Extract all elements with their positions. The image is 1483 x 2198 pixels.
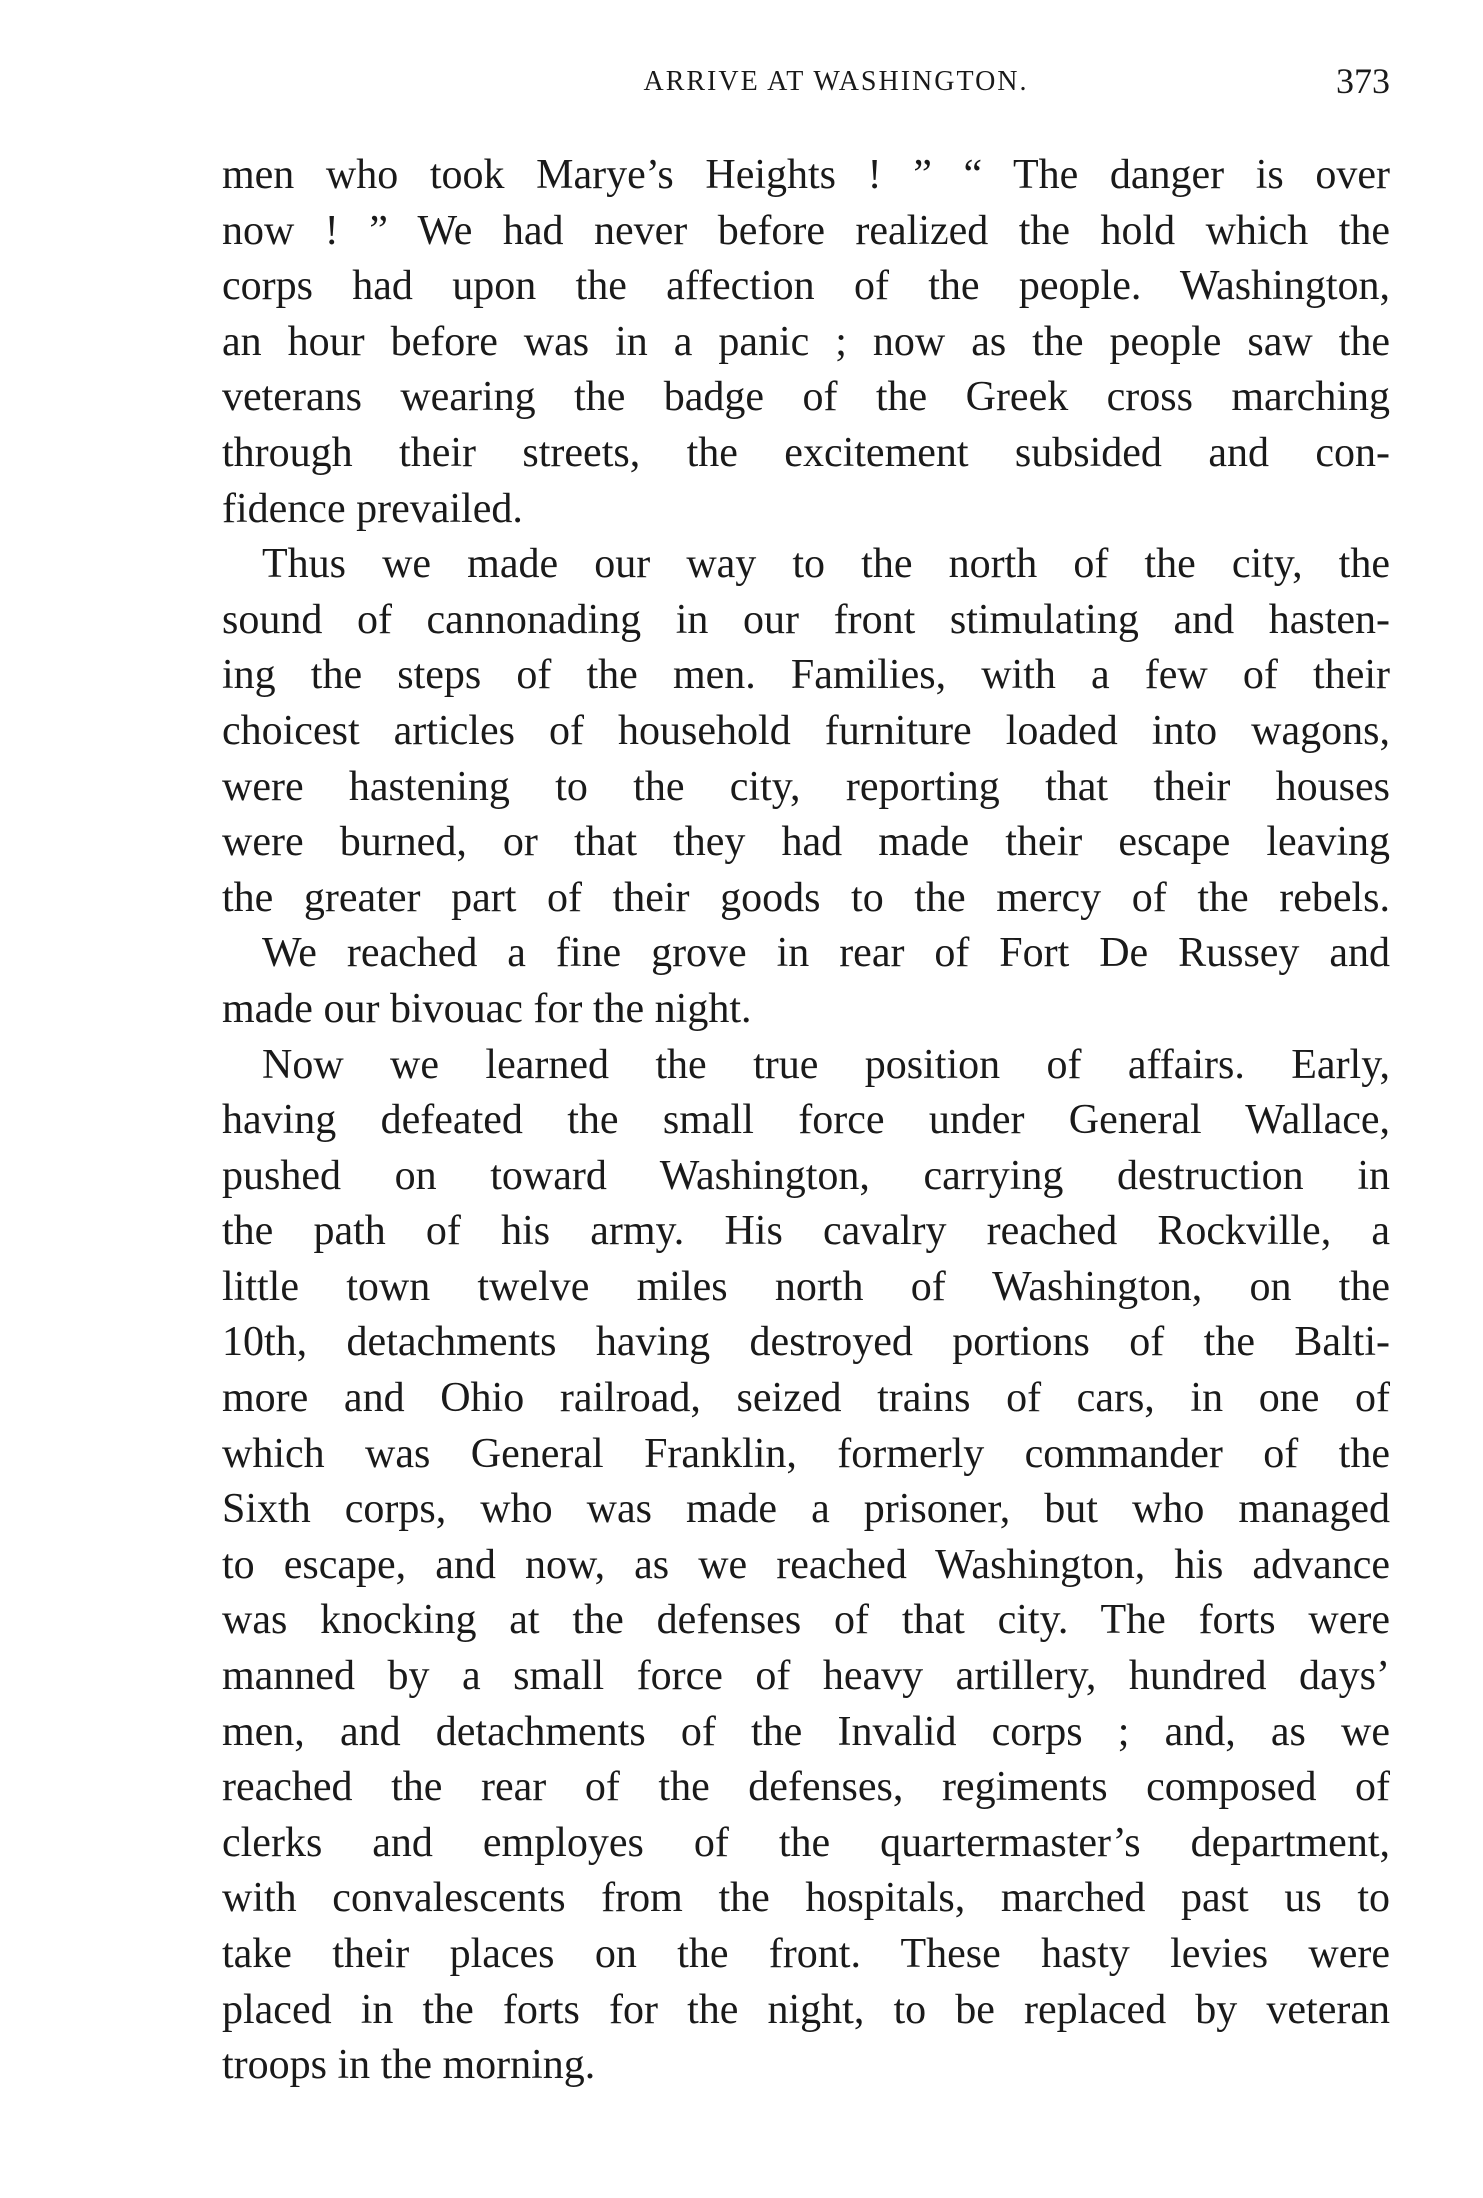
text-line: Now we learned the true position of affairs. Early, — [262, 1041, 1390, 1088]
text-line: placed in the forts for the night, to be replaced by veteran — [222, 1986, 1390, 2033]
text-line: through their streets, the excitement subsided and con- — [222, 429, 1390, 476]
text-line: the path of his army. His cavalry reached Rockville, a — [222, 1208, 1390, 1255]
text-line: reached the rear of the defenses, regiments composed of — [222, 1764, 1390, 1811]
text-line: men who took Marye’s Heights ! ” “ The danger is over — [222, 152, 1390, 198]
paragraph — [222, 537, 1390, 926]
text-line: Sixth corps, who was made a prisoner, but who managed — [222, 1486, 1390, 1533]
text-line: an hour before was in a panic ; now as the people saw the — [222, 318, 1390, 365]
text-line: corps had upon the affection of the people. Washington, — [222, 263, 1390, 310]
text-line: which was General Franklin, formerly commander of the — [222, 1430, 1390, 1477]
text-line: men, and detachments of the Invalid corps ; and, as we — [222, 1708, 1390, 1755]
text-line: was knocking at the defenses of that city. The forts were — [222, 1597, 1390, 1644]
text-line: now ! ” We had never before realized the hold which the — [222, 207, 1390, 254]
text-line: were burned, or that they had made their escape leaving — [222, 819, 1390, 866]
text-line: We reached a fine grove in rear of Fort De Russey and — [262, 930, 1390, 977]
text-line: more and Ohio railroad, seized trains of cars, in one of — [222, 1375, 1390, 1422]
text-line: choicest articles of household furniture loaded into wagons, — [222, 707, 1390, 754]
text-line: the greater part of their goods to the mercy of the rebels. — [222, 874, 1390, 921]
text-line: manned by a small force of heavy artillery, hundred days’ — [222, 1653, 1390, 1700]
text-line: having defeated the small force under General Wallace, — [222, 1097, 1390, 1144]
paragraph — [222, 148, 1390, 537]
text-line: veterans wearing the badge of the Greek cross marching — [222, 374, 1390, 421]
text-line: clerks and employes of the quartermaster’s department, — [222, 1819, 1390, 1866]
text-line: with convalescents from the hospitals, marched past us to — [222, 1875, 1390, 1922]
text-line: little town twelve miles north of Washington, on the — [222, 1263, 1390, 1310]
running-title: ARRIVE AT WASHINGTON. — [643, 66, 1029, 97]
text-line: ing the steps of the men. Families, with a few of their — [222, 652, 1390, 699]
body-text — [222, 148, 1390, 2094]
paragraph — [222, 1038, 1390, 2094]
text-line: fidence prevailed. — [222, 485, 523, 532]
text-line: sound of cannonading in our front stimulating and hasten- — [222, 596, 1390, 643]
text-line: to escape, and now, as we reached Washington, his advance — [222, 1541, 1390, 1588]
page-header — [222, 58, 1390, 108]
text-line: were hastening to the city, reporting that their houses — [222, 763, 1390, 810]
page-number: 373 — [1336, 61, 1390, 101]
text-line: 10th, detachments having destroyed portions of the Balti- — [222, 1319, 1390, 1366]
text-line: pushed on toward Washington, carrying destruction in — [222, 1152, 1390, 1199]
text-line: Thus we made our way to the north of the city, the — [262, 541, 1390, 588]
text-line: made our bivouac for the night. — [222, 985, 752, 1032]
text-line: take their places on the front. These hasty levies were — [222, 1931, 1390, 1977]
text-line: troops in the morning. — [222, 2042, 596, 2089]
paragraph — [222, 926, 1390, 1037]
